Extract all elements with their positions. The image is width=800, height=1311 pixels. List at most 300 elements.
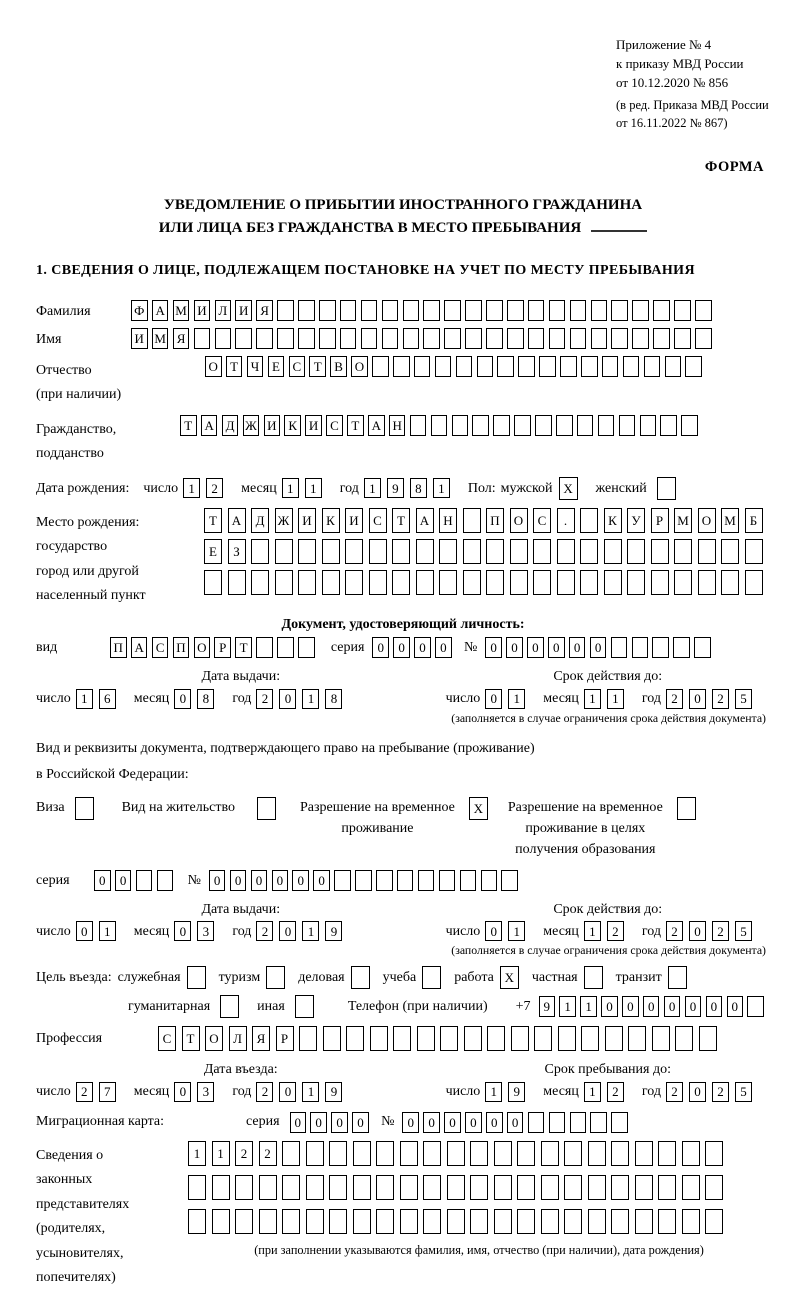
char-cell: [665, 356, 682, 377]
char-cell: X: [500, 966, 519, 989]
char-cell: [355, 870, 372, 891]
temp-residence-option: [300, 797, 488, 839]
char-cell: [334, 870, 351, 891]
char-cell: [570, 300, 587, 321]
char-cell: [322, 539, 340, 564]
char-cell: 1: [584, 1082, 601, 1102]
char-cell: [604, 539, 622, 564]
char-cell: [528, 300, 545, 321]
char-cell: 0: [486, 1112, 503, 1133]
month-label: месяц: [543, 923, 579, 939]
char-cell: [510, 539, 528, 564]
res-valid-until-fields: [446, 921, 770, 941]
char-cell: [465, 328, 482, 349]
char-cell: [392, 539, 410, 564]
month-label: месяц: [241, 480, 277, 496]
char-cell: [632, 328, 649, 349]
char-cell: [632, 637, 649, 658]
char-cell: [329, 1175, 347, 1200]
res-validity-note: (заполняется в случае ограничения срока действия документа): [451, 943, 766, 958]
char-cell: [486, 539, 504, 564]
char-cell: [682, 1175, 700, 1200]
entry-date-heading: Дата въезда:: [203, 1062, 278, 1078]
char-cell: 0: [279, 689, 296, 709]
res-issue-date-heading: Дата выдачи:: [201, 901, 281, 917]
char-cell: [376, 870, 393, 891]
char-cell: [277, 300, 294, 321]
char-cell: [533, 539, 551, 564]
sex-female-label: женский: [595, 480, 647, 496]
char-cell: 0: [272, 870, 289, 891]
char-cell: [674, 570, 692, 595]
char-cell: [397, 870, 414, 891]
char-cell: 1: [508, 921, 525, 941]
char-cell: [560, 356, 577, 377]
char-cell: X: [559, 477, 578, 500]
char-cell: [604, 570, 622, 595]
char-cell: [640, 415, 657, 436]
sex-male-label: мужской: [500, 480, 553, 496]
char-cell: Р: [214, 637, 231, 658]
mig-series-label: серия: [246, 1114, 280, 1130]
edition-line: (в ред. Приказа МВД России: [616, 97, 769, 112]
char-cell: И: [345, 508, 363, 533]
residence-doc-dates: [36, 901, 770, 942]
appendix-line: к приказу МВД России: [616, 55, 744, 71]
edition-line: от 16.11.2022 № 867): [616, 115, 728, 130]
char-cell: [695, 328, 712, 349]
char-cell: [635, 1175, 653, 1200]
char-cell: М: [721, 508, 739, 533]
char-cell: [345, 539, 363, 564]
char-cell: [557, 570, 575, 595]
year-cells: [364, 478, 456, 498]
char-cell: К: [284, 415, 301, 436]
purpose-inaya-checkbox: [295, 995, 314, 1018]
char-cell: [277, 328, 294, 349]
char-cell: [282, 1209, 300, 1234]
char-cell: [256, 328, 273, 349]
year-label: год: [339, 480, 359, 496]
char-cell: [372, 356, 389, 377]
char-cell: [533, 570, 551, 595]
legal-reps-line-1: [188, 1141, 729, 1166]
char-cell: [652, 1026, 670, 1051]
purpose-tranzit-checkbox: [668, 966, 687, 989]
char-cell: [494, 1209, 512, 1234]
valid-until-fields: [446, 689, 770, 709]
char-cell: 0: [706, 996, 723, 1017]
char-cell: [549, 300, 566, 321]
char-cell: 0: [174, 1082, 191, 1102]
char-cell: [393, 1026, 411, 1051]
char-cell: [212, 1175, 230, 1200]
char-cell: 0: [331, 1112, 348, 1133]
profession-label: Профессия: [36, 1030, 103, 1046]
char-cell: [668, 966, 687, 989]
legal-representatives-cells: [188, 1141, 770, 1259]
char-cell: 3: [197, 1082, 214, 1102]
char-cell: [464, 1026, 482, 1051]
char-cell: [590, 1112, 607, 1133]
char-cell: [418, 870, 435, 891]
char-cell: [75, 797, 94, 820]
day-label: число: [36, 1083, 71, 1099]
char-cell: [564, 1141, 582, 1166]
given-name-label: Имя: [36, 331, 62, 347]
char-cell: [658, 1141, 676, 1166]
month-label: месяц: [133, 923, 170, 939]
char-cell: [591, 328, 608, 349]
char-cell: Р: [651, 508, 669, 533]
day-cells: [485, 921, 531, 941]
char-cell: А: [201, 415, 218, 436]
char-cell: [580, 539, 598, 564]
residence-doc-series-row: [36, 870, 770, 891]
char-cell: [588, 1209, 606, 1234]
char-cell: Я: [256, 300, 273, 321]
char-cell: 1: [584, 689, 601, 709]
char-cell: К: [604, 508, 622, 533]
char-cell: Т: [235, 637, 252, 658]
char-cell: П: [173, 637, 190, 658]
char-cell: [382, 300, 399, 321]
char-cell: 0: [313, 870, 330, 891]
char-cell: [393, 356, 410, 377]
char-cell: А: [131, 637, 148, 658]
char-cell: [588, 1175, 606, 1200]
purpose-gumanitarnaya-label: гуманитарная: [128, 998, 211, 1014]
residence-doc-intro: Вид и реквизиты документа, подтверждающего право на пребывание (проживание) в Российской Федерации:: [36, 740, 535, 783]
char-cell: [256, 637, 273, 658]
forma-label: ФОРМА: [704, 158, 764, 175]
doc-number-label: №: [464, 640, 478, 656]
char-cell: Р: [276, 1026, 294, 1051]
doc-kind-label: вид: [36, 640, 58, 656]
mig-series-cells: [290, 1112, 374, 1133]
purpose-sluzhebnaya-checkbox: [187, 966, 206, 989]
char-cell: [507, 300, 524, 321]
char-cell: [674, 539, 692, 564]
temp-residence-label: Разрешение на временное проживание: [299, 799, 455, 836]
char-cell: [747, 996, 764, 1017]
month-label: месяц: [133, 691, 170, 707]
res-number-label: №: [187, 872, 201, 888]
phone-label: Телефон (при наличии): [347, 998, 488, 1014]
purpose-sluzhebnaya-label: служебная: [117, 969, 181, 985]
char-cell: 9: [539, 996, 556, 1017]
month-cells: [174, 689, 220, 709]
char-cell: [695, 300, 712, 321]
purpose-rabota-checkbox: [500, 966, 519, 989]
visa-option: [36, 797, 94, 820]
char-cell: [481, 870, 498, 891]
purpose-row: [36, 966, 770, 989]
char-cell: 0: [444, 1112, 461, 1133]
char-cell: 6: [99, 689, 116, 709]
legal-representatives-block: [36, 1141, 770, 1291]
char-cell: 1: [559, 996, 576, 1017]
char-cell: [400, 1175, 418, 1200]
char-cell: [694, 637, 711, 658]
char-cell: [460, 870, 477, 891]
char-cell: [682, 1209, 700, 1234]
title-line-1: УВЕДОМЛЕНИЕ О ПРИБЫТИИ ИНОСТРАННОГО ГРАЖДАНИНА: [163, 196, 643, 213]
char-cell: 0: [372, 637, 389, 658]
char-cell: А: [416, 508, 434, 533]
char-cell: [674, 328, 691, 349]
char-cell: [299, 1026, 317, 1051]
sex-female-checkbox: [657, 477, 676, 500]
char-cell: И: [305, 415, 322, 436]
char-cell: Т: [204, 508, 222, 533]
char-cell: 1: [607, 689, 624, 709]
char-cell: [611, 300, 628, 321]
char-cell: [517, 1209, 535, 1234]
char-cell: 1: [282, 478, 299, 498]
char-cell: М: [152, 328, 169, 349]
year-cells: [256, 1082, 348, 1102]
char-cell: [653, 300, 670, 321]
char-cell: И: [264, 415, 281, 436]
char-cell: 2: [666, 689, 683, 709]
char-cell: [658, 1175, 676, 1200]
char-cell: 2: [256, 921, 273, 941]
char-cell: 0: [94, 870, 111, 891]
month-cells: [282, 478, 328, 498]
char-cell: А: [228, 508, 246, 533]
char-cell: 2: [259, 1141, 277, 1166]
given-name-cells: [131, 328, 716, 349]
char-cell: 0: [601, 996, 618, 1017]
given-name-row: [36, 328, 770, 349]
residence-permit-label: Вид на жительство: [121, 799, 235, 815]
char-cell: 1: [302, 921, 319, 941]
char-cell: 0: [115, 870, 132, 891]
char-cell: 2: [607, 921, 624, 941]
char-cell: [541, 1141, 559, 1166]
char-cell: 0: [685, 996, 702, 1017]
issue-date-heading: Дата выдачи:: [201, 669, 281, 685]
char-cell: [353, 1175, 371, 1200]
char-cell: [581, 356, 598, 377]
char-cell: [319, 328, 336, 349]
char-cell: Д: [222, 415, 239, 436]
char-cell: [517, 1141, 535, 1166]
char-cell: [651, 539, 669, 564]
mig-number-label: №: [381, 1114, 395, 1130]
char-cell: Д: [251, 508, 269, 533]
patronymic-cells: [205, 356, 706, 377]
char-cell: [705, 1175, 723, 1200]
char-cell: [698, 539, 716, 564]
char-cell: [611, 1175, 629, 1200]
char-cell: [416, 539, 434, 564]
char-cell: 1: [433, 478, 450, 498]
char-cell: [627, 539, 645, 564]
char-cell: С: [533, 508, 551, 533]
char-cell: [685, 356, 702, 377]
char-cell: 3: [197, 921, 214, 941]
purpose-gumanitarnaya-checkbox: [220, 995, 239, 1018]
char-cell: Т: [347, 415, 364, 436]
char-cell: 0: [423, 1112, 440, 1133]
citizenship-row: [36, 415, 770, 467]
document-title: [36, 194, 770, 241]
char-cell: 0: [643, 996, 660, 1017]
appendix-line: от 10.12.2020 № 856: [616, 74, 729, 90]
char-cell: 1: [188, 1141, 206, 1166]
birth-place-line-1: [204, 508, 768, 533]
char-cell: С: [326, 415, 343, 436]
birth-place-row: [36, 508, 770, 609]
char-cell: [340, 300, 357, 321]
purpose-turizm-label: туризм: [218, 969, 261, 985]
migration-card-row: [36, 1112, 770, 1133]
entry-stay-dates: [36, 1061, 770, 1102]
res-valid-until-heading: Срок действия до:: [553, 901, 663, 917]
char-cell: [721, 570, 739, 595]
day-cells: [76, 921, 122, 941]
char-cell: [423, 1175, 441, 1200]
char-cell: 2: [666, 1082, 683, 1102]
char-cell: 0: [414, 637, 431, 658]
char-cell: [329, 1141, 347, 1166]
char-cell: [282, 1141, 300, 1166]
char-cell: 1: [302, 689, 319, 709]
char-cell: [447, 1209, 465, 1234]
char-cell: 0: [527, 637, 544, 658]
surname-cells: [131, 300, 716, 321]
char-cell: Н: [439, 508, 457, 533]
char-cell: [674, 300, 691, 321]
char-cell: [570, 328, 587, 349]
char-cell: 0: [402, 1112, 419, 1133]
res-issue-date-fields: [36, 921, 360, 941]
char-cell: И: [235, 300, 252, 321]
purpose-turizm-checkbox: [266, 966, 285, 989]
char-cell: [414, 356, 431, 377]
char-cell: 5: [735, 921, 752, 941]
char-cell: [580, 570, 598, 595]
char-cell: Ф: [131, 300, 148, 321]
year-label: год: [641, 923, 661, 939]
day-label: число: [143, 480, 179, 496]
char-cell: 7: [99, 1082, 116, 1102]
char-cell: 1: [364, 478, 381, 498]
char-cell: [580, 508, 598, 533]
char-cell: 0: [174, 689, 191, 709]
char-cell: И: [194, 300, 211, 321]
profession-cells: [158, 1026, 722, 1051]
month-label: месяц: [543, 691, 579, 707]
char-cell: 1: [76, 689, 93, 709]
char-cell: [361, 300, 378, 321]
char-cell: [549, 328, 566, 349]
residence-permit-option: [122, 797, 276, 820]
surname-label: Фамилия: [36, 303, 91, 319]
char-cell: [187, 966, 206, 989]
char-cell: [435, 356, 452, 377]
sex-label: Пол:: [467, 480, 496, 496]
char-cell: [535, 415, 552, 436]
char-cell: С: [158, 1026, 176, 1051]
char-cell: [501, 870, 518, 891]
char-cell: 0: [279, 1082, 296, 1102]
char-cell: [539, 356, 556, 377]
res-series-label: серия: [36, 872, 70, 888]
char-cell: 9: [325, 1082, 342, 1102]
section1-heading: 1. СВЕДЕНИЯ О ЛИЦЕ, ПОДЛЕЖАЩЕМ ПОСТАНОВКЕ НА УЧЕТ ПО МЕСТУ ПРЕБЫВАНИЯ: [36, 263, 695, 279]
char-cell: 2: [712, 1082, 729, 1102]
char-cell: 0: [251, 870, 268, 891]
char-cell: X: [469, 797, 488, 820]
char-cell: [235, 328, 252, 349]
char-cell: 2: [235, 1141, 253, 1166]
char-cell: О: [205, 356, 222, 377]
patronymic-row: [36, 356, 770, 408]
birth-date-label: Дата рождения:: [36, 480, 130, 496]
char-cell: [259, 1209, 277, 1234]
char-cell: [319, 300, 336, 321]
char-cell: Я: [252, 1026, 270, 1051]
day-cells: [485, 1082, 531, 1102]
char-cell: 2: [206, 478, 223, 498]
char-cell: П: [486, 508, 504, 533]
char-cell: [470, 1141, 488, 1166]
char-cell: [558, 1026, 576, 1051]
issue-date-fields: [36, 689, 360, 709]
char-cell: [353, 1141, 371, 1166]
char-cell: 0: [622, 996, 639, 1017]
legal-reps-note: (при заполнении указываются фамилия, имя, отчество (при наличии), дата рождения): [254, 1243, 704, 1258]
char-cell: [644, 356, 661, 377]
appendix-block: [616, 36, 770, 132]
identity-doc-dates: [36, 668, 770, 709]
char-cell: 0: [310, 1112, 327, 1133]
char-cell: [611, 1112, 628, 1133]
char-cell: Е: [268, 356, 285, 377]
char-cell: [628, 1026, 646, 1051]
char-cell: [306, 1175, 324, 1200]
char-cell: [440, 1026, 458, 1051]
char-cell: .: [557, 508, 575, 533]
char-cell: [259, 1175, 277, 1200]
temp-residence-edu-checkbox: [677, 797, 696, 820]
char-cell: [494, 1141, 512, 1166]
char-cell: [581, 1026, 599, 1051]
char-cell: [351, 966, 370, 989]
char-cell: 9: [325, 921, 342, 941]
char-cell: 0: [76, 921, 93, 941]
char-cell: 0: [230, 870, 247, 891]
char-cell: 0: [393, 637, 410, 658]
char-cell: [673, 637, 690, 658]
char-cell: [298, 328, 315, 349]
char-cell: [486, 570, 504, 595]
day-label: число: [445, 923, 481, 939]
legal-representatives-label: Сведения о законных представителях (родителях, усыновителях, попечителях): [36, 1147, 130, 1286]
char-cell: 1: [508, 689, 525, 709]
char-cell: [298, 637, 315, 658]
char-cell: 8: [410, 478, 427, 498]
char-cell: [494, 1175, 512, 1200]
char-cell: Е: [204, 539, 222, 564]
char-cell: [623, 356, 640, 377]
validity-note: (заполняется в случае ограничения срока действия документа): [451, 710, 766, 725]
char-cell: [392, 570, 410, 595]
char-cell: [591, 300, 608, 321]
